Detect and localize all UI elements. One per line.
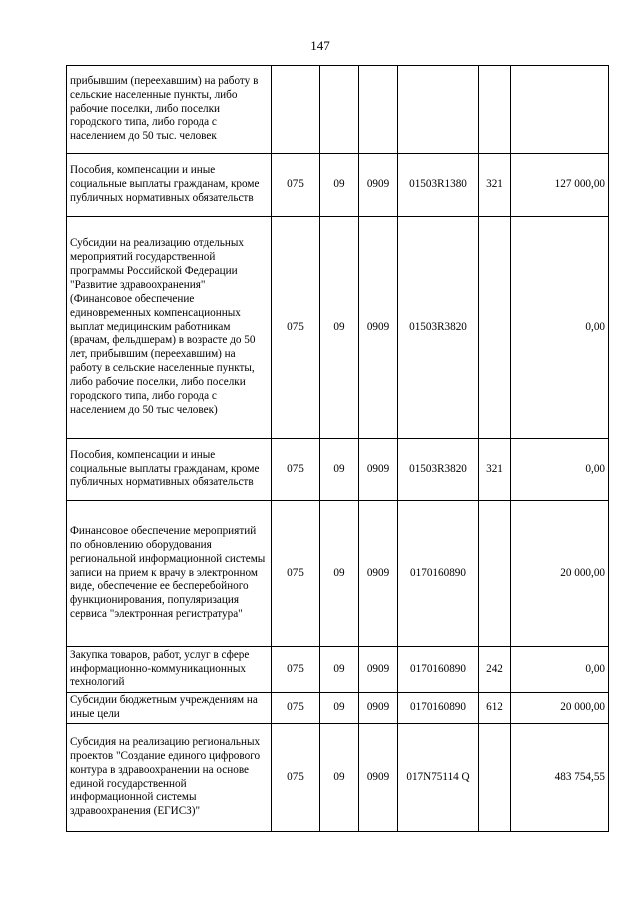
row-amount: 0,00: [511, 647, 609, 693]
row-subsection: 0909: [359, 693, 398, 724]
row-section: 09: [320, 724, 359, 832]
row-name: Субсидии бюджетным учреждениям на иные цели: [67, 693, 272, 724]
table-row: [67, 693, 609, 724]
row-target: [398, 66, 479, 154]
table-row: [67, 154, 609, 217]
row-subsection: 0909: [359, 501, 398, 647]
row-name: Субсидии на реализацию отдельных мероприятий государственной программы Российской Федерации "Развитие здравоохранения" (Финансовое обеспечение единовременных компенсационных выплат медицинским работникам (врачам, фельдшерам) в возрасте до 50 лет, прибывшим (переехавшим) на работу в сельские населенные пункты, либо рабочие поселки, либо поселки городского типа, либо города с населением до 50 тыс человек): [67, 217, 272, 439]
row-ministry: [272, 66, 320, 154]
row-expense-type: 321: [479, 439, 511, 501]
row-ministry: 075: [272, 439, 320, 501]
row-subsection: 0909: [359, 724, 398, 832]
row-section: [320, 66, 359, 154]
row-target: 01503R1380: [398, 154, 479, 217]
row-name: прибывшим (переехавшим) на работу в сельские населенные пункты, либо рабочие поселки, либо поселки городского типа, либо города с населением до 50 тыс. человек: [67, 66, 272, 154]
row-amount: [511, 66, 609, 154]
table-row: [67, 647, 609, 693]
page-number: 147: [310, 38, 330, 53]
budget-table: [66, 65, 609, 832]
row-amount: 0,00: [511, 217, 609, 439]
row-name: Финансовое обеспечение мероприятий по обновлению оборудования региональной информационной системы записи на прием к врачу в электронном виде, обеспечение ее бесперебойного функционирования, популяризация сервиса "электронная регистратура": [67, 501, 272, 647]
row-subsection: [359, 66, 398, 154]
row-name: Закупка товаров, работ, услуг в сфере информационно-коммуникационных технологий: [67, 647, 272, 693]
row-section: 09: [320, 501, 359, 647]
row-section: 09: [320, 693, 359, 724]
row-target: 0170160890: [398, 647, 479, 693]
row-ministry: 075: [272, 217, 320, 439]
row-section: 09: [320, 154, 359, 217]
row-ministry: 075: [272, 693, 320, 724]
row-name: Пособия, компенсации и иные социальные выплаты гражданам, кроме публичных нормативных обязательств: [67, 439, 272, 501]
row-expense-type: 612: [479, 693, 511, 724]
table-row: [67, 439, 609, 501]
row-expense-type: [479, 217, 511, 439]
row-ministry: 075: [272, 724, 320, 832]
row-target: 0170160890: [398, 501, 479, 647]
row-subsection: 0909: [359, 217, 398, 439]
row-subsection: 0909: [359, 647, 398, 693]
table-row: [67, 724, 609, 832]
row-target: 0170160890: [398, 693, 479, 724]
row-target: 01503R3820: [398, 439, 479, 501]
row-name: Субсидия на реализацию региональных проектов "Создание единого цифрового контура в здравоохранении на основе единой государственной информационной системы здравоохранения (ЕГИСЗ)": [67, 724, 272, 832]
table-row: [67, 501, 609, 647]
row-section: 09: [320, 217, 359, 439]
row-amount: 20 000,00: [511, 693, 609, 724]
row-expense-type: [479, 66, 511, 154]
row-name: Пособия, компенсации и иные социальные выплаты гражданам, кроме публичных нормативных обязательств: [67, 154, 272, 217]
row-amount: 20 000,00: [511, 501, 609, 647]
table-row: [67, 66, 609, 154]
row-section: 09: [320, 647, 359, 693]
row-ministry: 075: [272, 501, 320, 647]
row-expense-type: [479, 724, 511, 832]
row-expense-type: [479, 501, 511, 647]
row-amount: 0,00: [511, 439, 609, 501]
table-row: [67, 217, 609, 439]
row-target: 017N75114 Q: [398, 724, 479, 832]
row-target: 01503R3820: [398, 217, 479, 439]
row-amount: 127 000,00: [511, 154, 609, 217]
row-subsection: 0909: [359, 439, 398, 501]
row-ministry: 075: [272, 154, 320, 217]
row-expense-type: 321: [479, 154, 511, 217]
row-amount: 483 754,55: [511, 724, 609, 832]
row-subsection: 0909: [359, 154, 398, 217]
row-expense-type: 242: [479, 647, 511, 693]
row-ministry: 075: [272, 647, 320, 693]
row-section: 09: [320, 439, 359, 501]
